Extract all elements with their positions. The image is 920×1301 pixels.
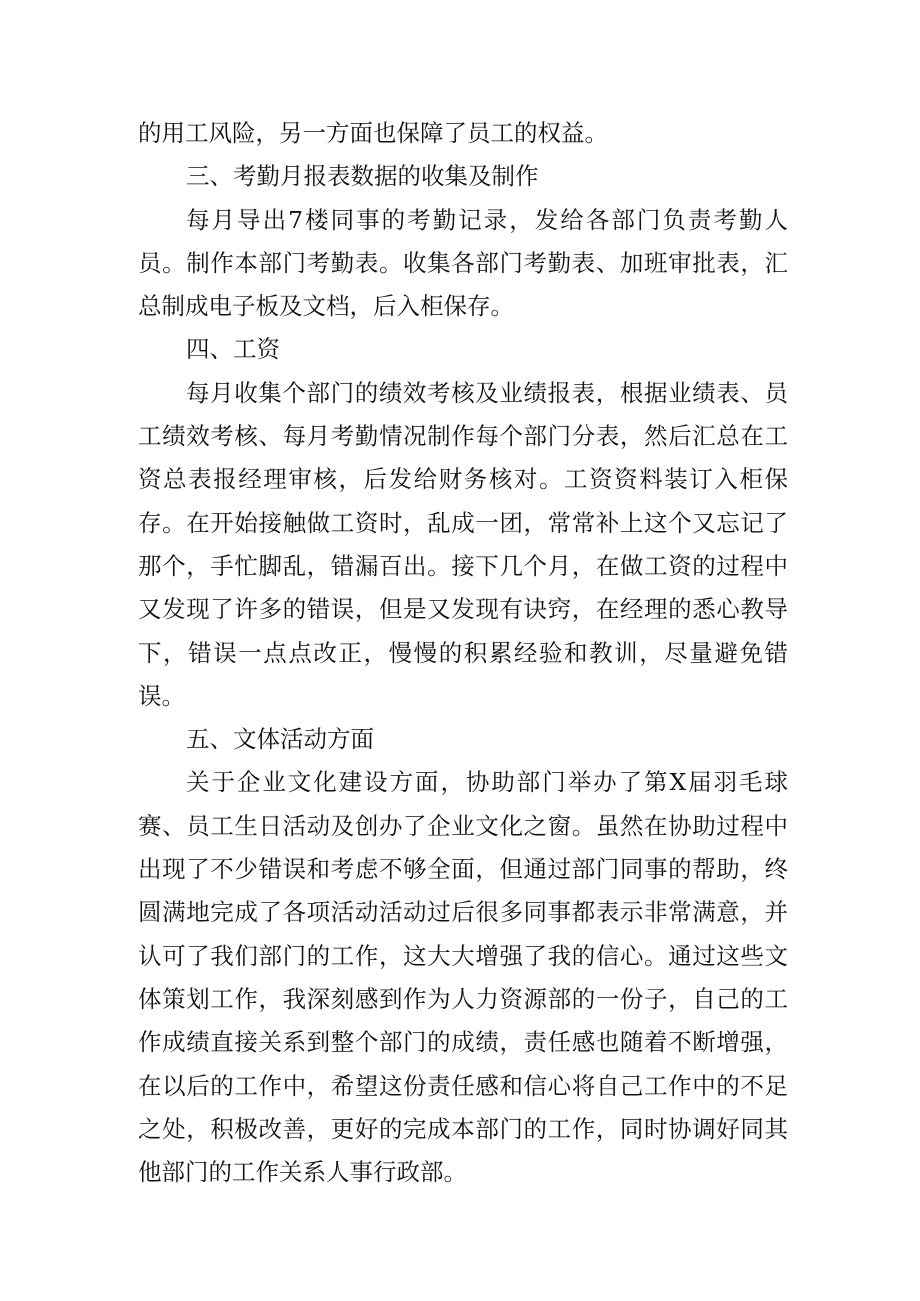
section-heading-salary: 四、工资 <box>186 335 280 364</box>
paragraph-activities: 关于企业文化建设方面，协助部门举办了第X届羽毛球赛、员工生日活动及创办了企业文化之窗。虽然在协助过程中出现了不少错误和考虑不够全面，但通过部门同事的帮助，终圆满地完成了各项活动活动过后很多同事都表示非常满意，并认可了我们部门的工作，这大大增强了我的信心。通过这些文体策划工作，我深刻感到作为人力资源部的一份子，自己的工作成绩直接关系到整个部门的成绩，责任感也随着不断增强，在以后的工作中，希望这份责任感和信心将自己工作中的不足之处，积极改善，更好的完成本部门的工作，同时协调好同其他部门的工作关系人事行政部。 <box>138 768 788 1187</box>
paragraph-salary: 每月收集个部门的绩效考核及业绩报表，根据业绩表、员工绩效考核、每月考勤情况制作每个部门分表，然后汇总在工资总表报经理审核，后发给财务核对。工资资料装订入柜保存。在开始接触做工资时，乱成一团，常常补上这个又忘记了那个，手忙脚乱，错漏百出。接下几个月，在做工资的过程中又发现了许多的错误，但是又发现有诀窍，在经理的悉心教导下，错误一点点改正，慢慢的积累经验和教训，尽量避免错误。 <box>138 378 788 710</box>
paragraph-attendance: 每月导出7楼同事的考勤记录，发给各部门负责考勤人员。制作本部门考勤表。收集各部门考勤表、加班审批表，汇总制成电子板及文档，后入柜保存。 <box>138 205 788 321</box>
section-heading-attendance: 三、考勤月报表数据的收集及制作 <box>186 162 539 191</box>
paragraph-continuation: 的用工风险，另一方面也保障了员工的权益。 <box>138 119 608 147</box>
document-body <box>138 112 788 1194</box>
section-heading-activities: 五、文体活动方面 <box>186 725 374 754</box>
